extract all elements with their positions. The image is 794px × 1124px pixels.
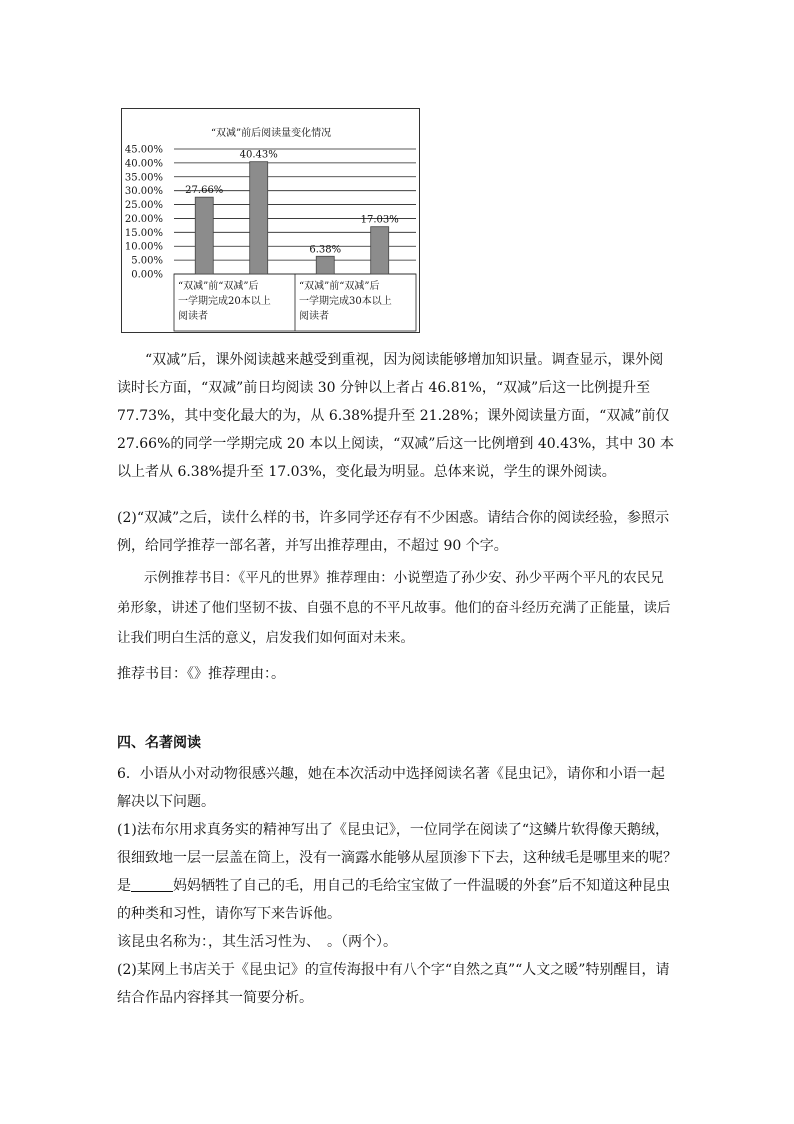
question-6: 6．小语从小对动物很感兴趣，她在本次活动中选择阅读名著《昆虫记》，请你和小语一起解决以下问题。 bbox=[117, 766, 665, 810]
y-tick-label: 15.00% bbox=[124, 227, 163, 239]
section-heading: 四、名著阅读 bbox=[117, 735, 201, 751]
chart-title: “双减”前后阅读量变化情况 bbox=[210, 128, 332, 139]
y-tick-label: 45.00% bbox=[124, 144, 163, 156]
y-tick-label: 40.00% bbox=[124, 158, 163, 170]
answer-blank[interactable] bbox=[131, 877, 173, 892]
question-6-1-part-a: (1)法布尔用求真务实的精神写出了《昆虫记》，一位同学在阅读了“这鳞片软得像天鹅绒，很细致地一层一层盖在筒上，没有一滴露水能够从屋顶渗下下去，这种绒毛是哪里来的呢？是 bbox=[117, 822, 677, 894]
y-tick-label: 25.00% bbox=[124, 200, 163, 212]
question-6-2: (2)某网上书店关于《昆虫记》的宣传海报中有八个字“自然之真”“人文之暖”特别醒目，请结合作品内容择其一简要分析。 bbox=[117, 962, 670, 1006]
y-tick-label: 35.00% bbox=[124, 172, 163, 184]
bar-value-label: 40.43% bbox=[239, 149, 278, 161]
bar bbox=[195, 197, 213, 274]
bar-value-label: 17.03% bbox=[360, 214, 399, 226]
category-label-line: 一学期完成20本以上 bbox=[178, 296, 271, 307]
bar-value-label: 6.38% bbox=[309, 244, 342, 256]
y-tick-label: 30.00% bbox=[124, 186, 163, 198]
category-label-line: “双减”前“双减”后 bbox=[178, 281, 259, 292]
bar-value-label: 27.66% bbox=[185, 185, 224, 197]
category-label-line: 阅读者 bbox=[178, 311, 208, 322]
reading-chart bbox=[121, 108, 420, 333]
question-2: (2)“双减”之后，读什么样的书，许多同学还存有不少困惑。请结合你的阅读经验，参照示例，给同学推荐一部名著，并写出推荐理由，不超过 90 个字。 bbox=[117, 510, 670, 554]
category-label-line: 一学期完成30本以上 bbox=[299, 296, 392, 307]
category-label-line: 阅读者 bbox=[299, 311, 329, 322]
insect-answer-line: 该昆虫名称为：，其生活习性为、 。（两个）。 bbox=[117, 934, 397, 950]
bar bbox=[371, 227, 389, 274]
y-tick-label: 20.00% bbox=[124, 213, 163, 225]
bar bbox=[316, 256, 334, 274]
question-6-1 bbox=[117, 816, 677, 928]
y-tick-label: 0.00% bbox=[131, 269, 163, 281]
bar-chart-svg bbox=[122, 109, 421, 334]
paragraph-survey: “双减”后，课外阅读越来越受到重视，因为阅读能够增加知识量。调查显示，课外阅读时长方面，“双减”前日均阅读 30 分钟以上者占 46.81%，“双减”后这一比例提升至 77.73%，其中变化最大的为，从 6.38%提升至 21.28%；课外阅读量方面，“双减”前仅 27.66%的同学一学期完成 20 本以上阅读，“双减”后这一比例增到 40.43%，其中 30 本以上者从 6.38%提升至 17.03%，变化最为明显。总体来说，学生的课外阅读。 bbox=[117, 352, 674, 480]
recommendation-answer-line: 推荐书目：《》推荐理由：。 bbox=[117, 666, 285, 682]
example-recommendation: 示例推荐书目：《平凡的世界》推荐理由：小说塑造了孙少安、孙少平两个平凡的农民兄弟形象，讲述了他们坚韧不拔、自强不息的不平凡故事。他们的奋斗经历充满了正能量，读后让我们明白生活的意义，启发我们如何面对未来。 bbox=[117, 570, 671, 646]
category-label-line: “双减”前“双减”后 bbox=[299, 281, 380, 292]
bar bbox=[250, 162, 268, 274]
y-tick-label: 10.00% bbox=[124, 241, 163, 253]
y-tick-label: 5.00% bbox=[131, 255, 163, 267]
question-6-1-part-b: 妈妈牺牲了自己的毛，用自己的毛给宝宝做了一件温暖的外套”后不知道这种昆虫的种类和习性，请你写下来告诉他。 bbox=[117, 878, 671, 922]
